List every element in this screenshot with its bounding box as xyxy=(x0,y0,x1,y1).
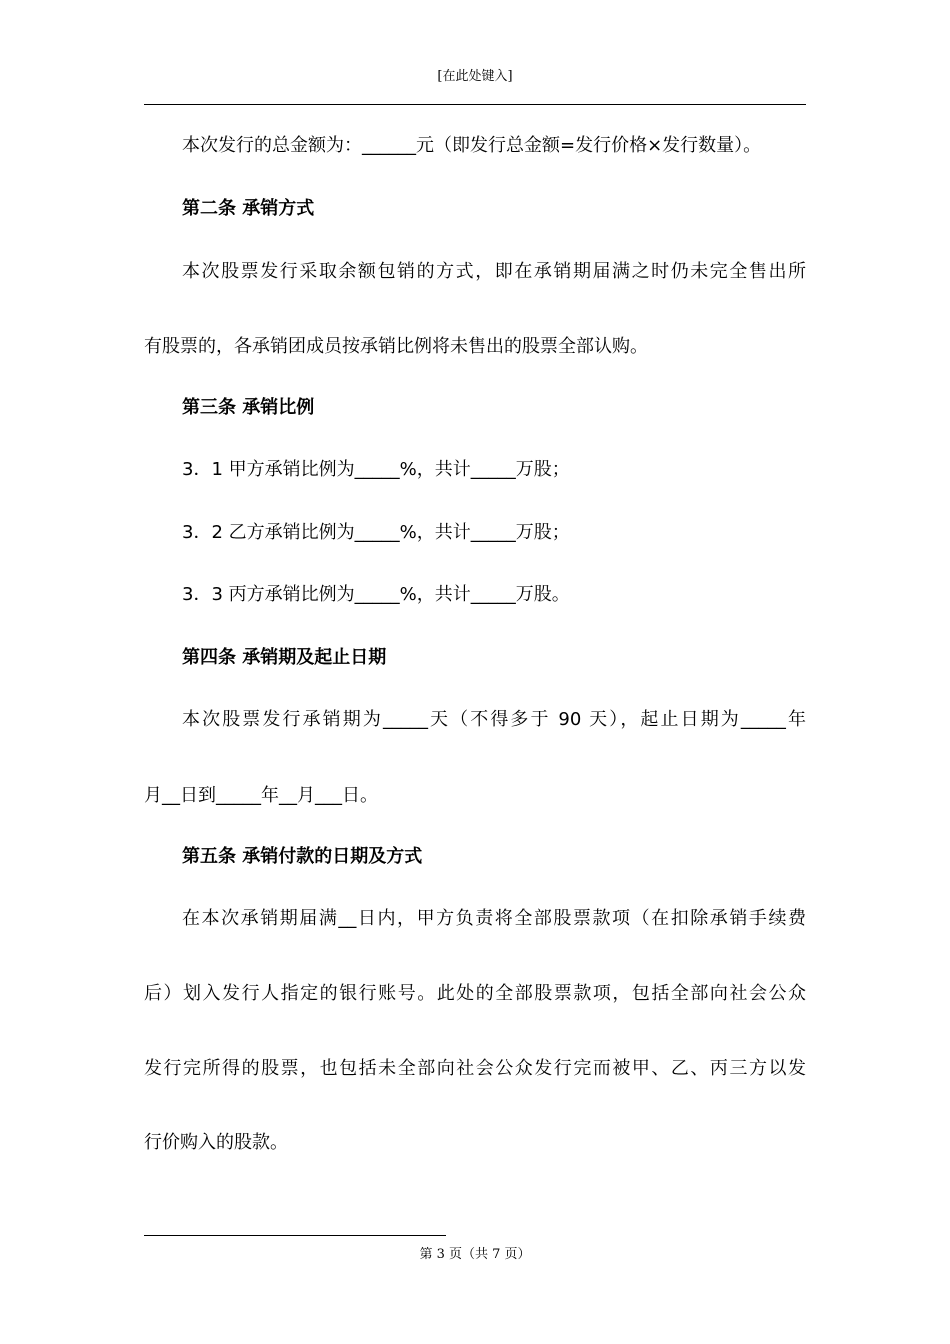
header-placeholder-text: [在此处键入] xyxy=(437,69,513,84)
article-5-paragraph-line-4: 行价购入的股款。 xyxy=(144,1132,288,1153)
article-5-paragraph-line-3: 发行完所得的股票，也包括未全部向社会公众发行完而被甲、乙、丙三方以发 xyxy=(144,1058,806,1079)
article-3-heading: 第三条 承销比例 xyxy=(182,397,315,418)
article-2-heading: 第二条 承销方式 xyxy=(182,198,315,219)
article-4-paragraph-line-2: 月__日到_____年__月___日。 xyxy=(144,785,378,806)
article-2-paragraph-line-1: 本次股票发行采取余额包销的方式，即在承销期届满之时仍未完全售出所 xyxy=(182,261,806,282)
article-4-paragraph-line-1: 本次股票发行承销期为_____天（不得多于 90 天），起止日期为_____年 xyxy=(182,709,806,730)
article-2-paragraph-line-2: 有股票的，各承销团成员按承销比例将未售出的股票全部认购。 xyxy=(144,336,648,357)
article-5-paragraph-line-1: 在本次承销期届满__日内，甲方负责将全部股票款项（在扣除承销手续费 xyxy=(182,908,806,929)
article-3-item-3: 3．3 丙方承销比例为_____%，共计_____万股。 xyxy=(182,584,570,605)
header-divider xyxy=(144,104,806,105)
article-3-item-1: 3．1 甲方承销比例为_____%，共计_____万股； xyxy=(182,459,570,480)
article-5-heading: 第五条 承销付款的日期及方式 xyxy=(182,846,423,867)
article-5-paragraph-line-2: 后）划入发行人指定的银行账号。此处的全部股票款项，包括全部向社会公众 xyxy=(144,983,806,1004)
footnote-divider xyxy=(144,1235,446,1236)
page-number: 第 3 页（共 7 页） xyxy=(419,1247,531,1262)
article-3-item-2: 3．2 乙方承销比例为_____%，共计_____万股； xyxy=(182,522,570,543)
total-amount-paragraph: 本次发行的总金额为：______元（即发行总金额=发行价格×发行数量）。 xyxy=(182,135,762,156)
article-4-heading: 第四条 承销期及起止日期 xyxy=(182,647,387,668)
